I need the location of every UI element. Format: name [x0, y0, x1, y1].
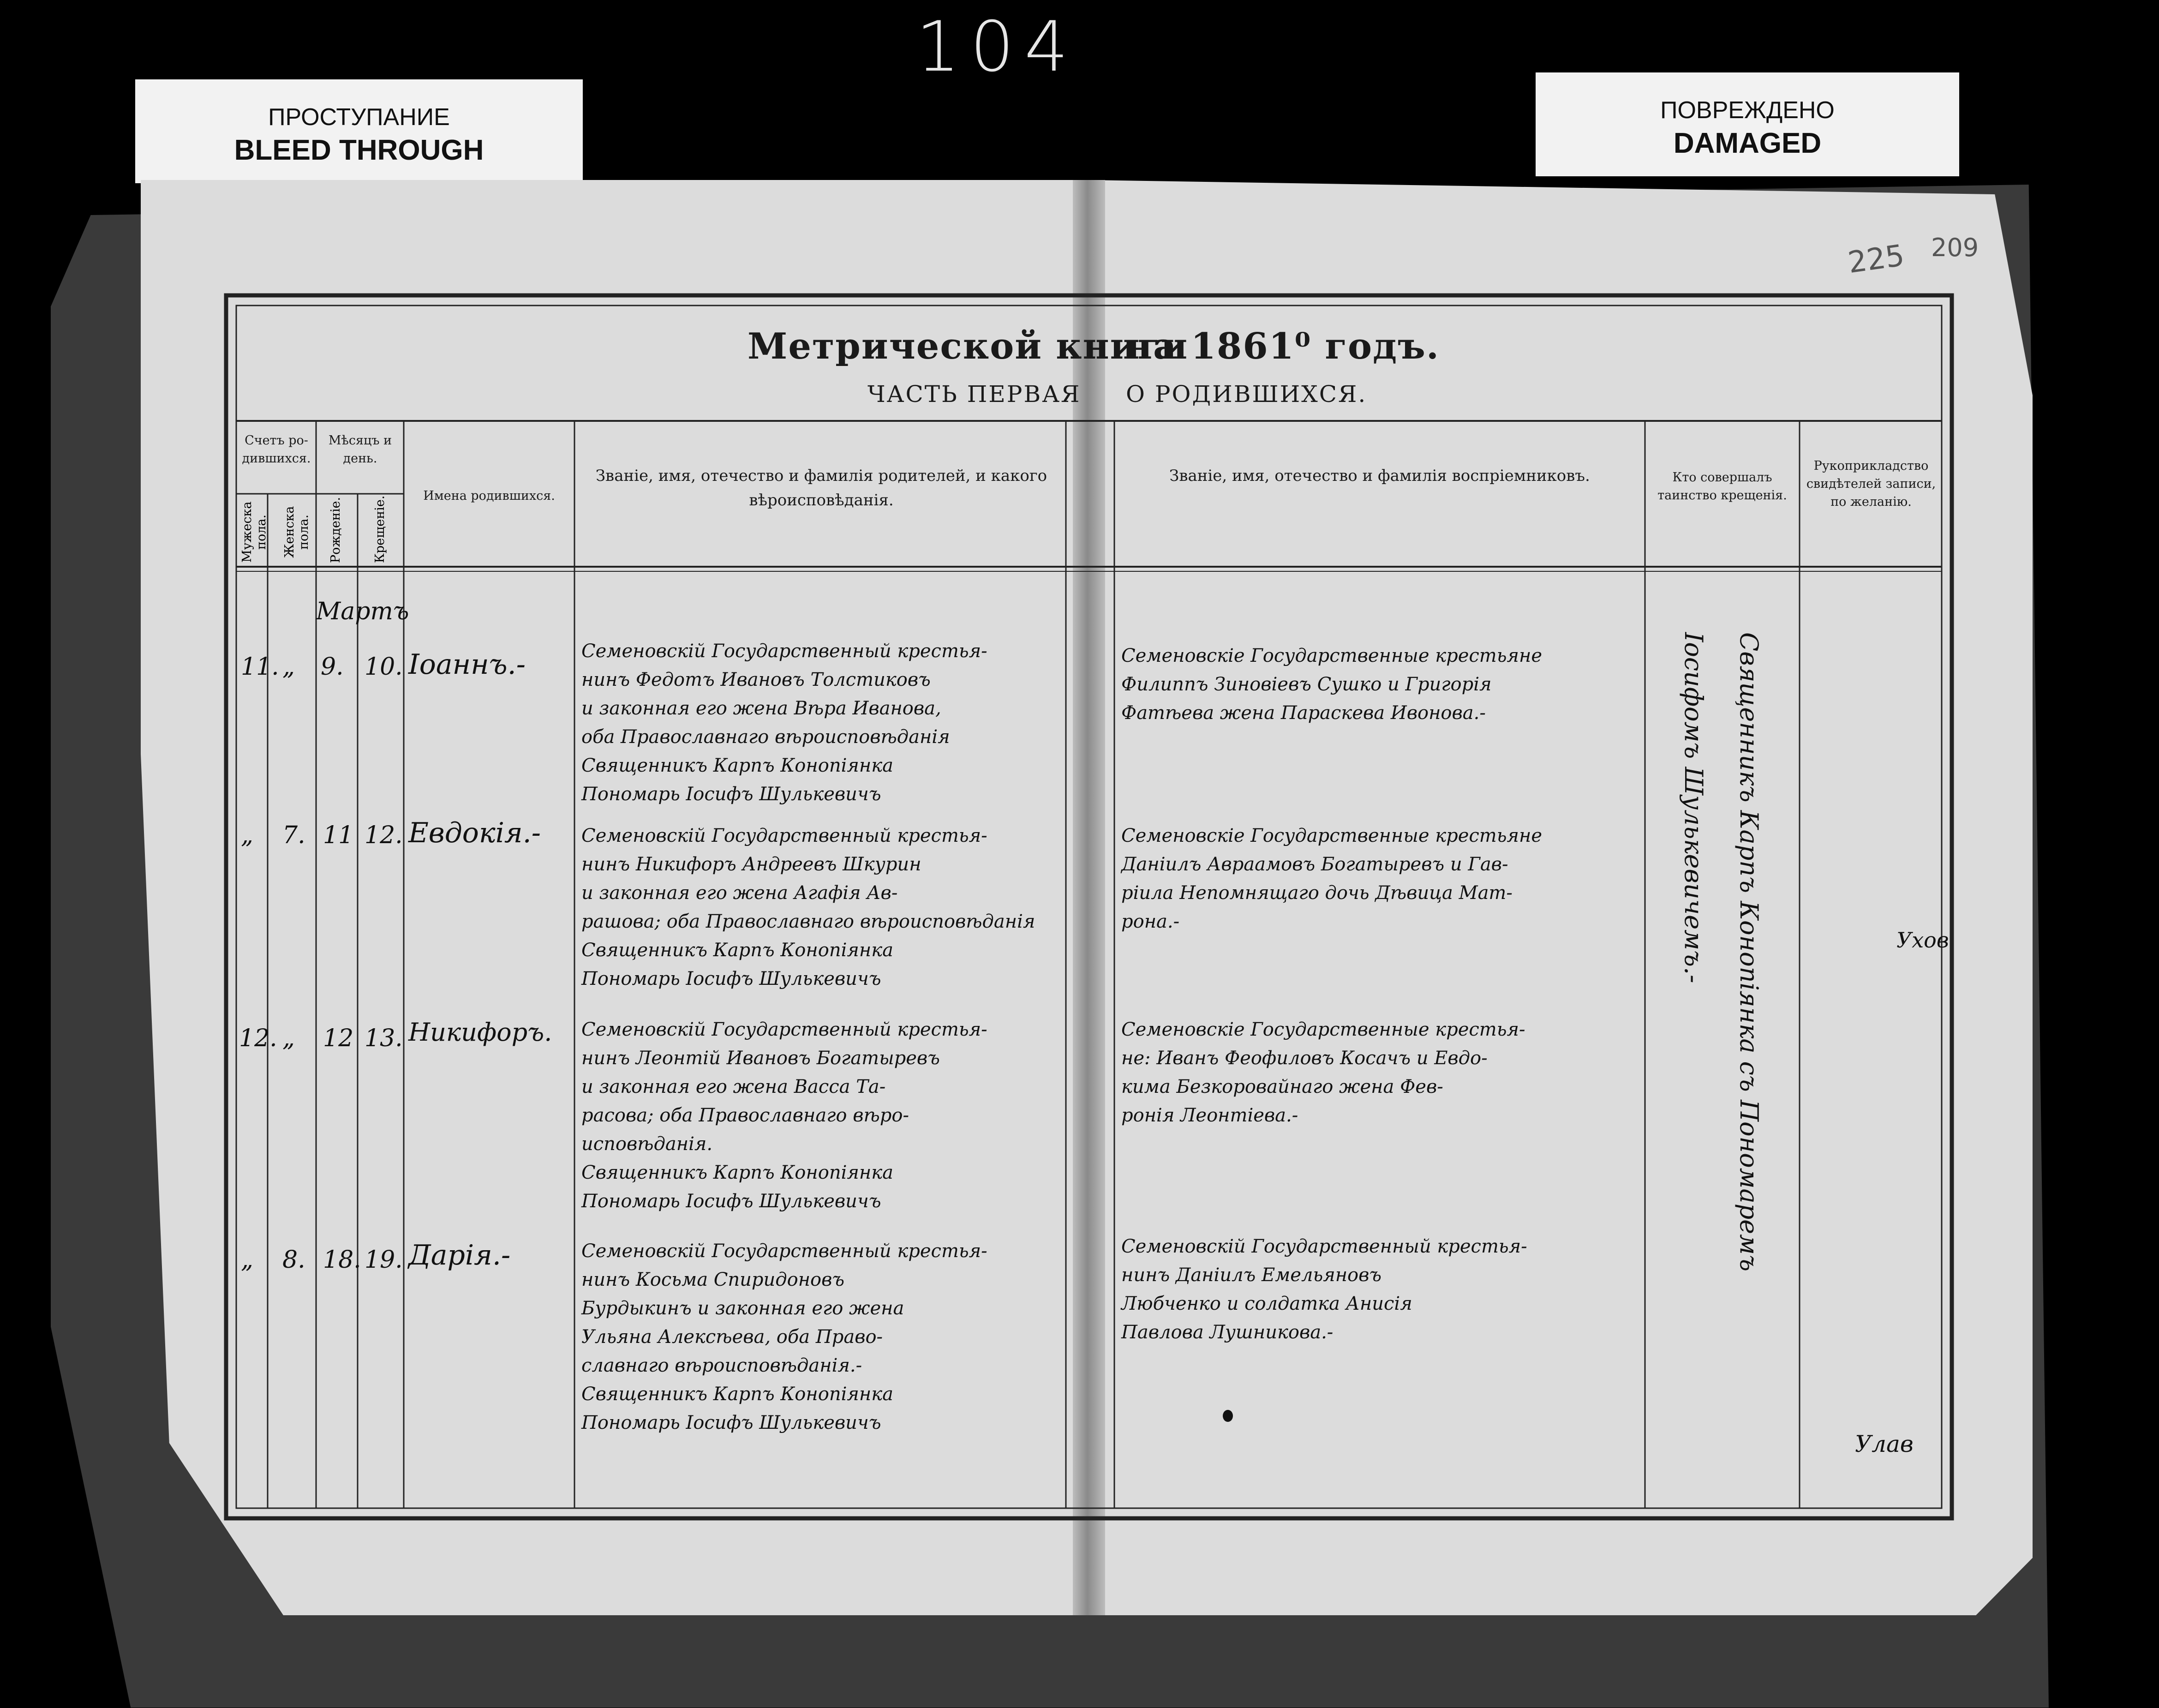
part-label-left: ЧАСТЬ ПЕРВАЯ [867, 381, 1081, 408]
entry-sexton-line: Пономарь Іосифъ Шулькевичъ [581, 968, 881, 989]
entry-child-name: Іоаннъ.- [408, 648, 526, 681]
entry-birth-day: 11 [323, 821, 354, 849]
entry-godparents-line: Любченко и солдатка Анисія [1121, 1293, 1412, 1314]
col-header-baptism: Крещеніе. [373, 495, 387, 563]
priest-vertical-line: Іосифомъ Шулькевичемъ.- [1679, 632, 1708, 983]
entry-parents-line: славнаго вѣроисповѣданія.- [581, 1355, 862, 1376]
witness-mark: Ухов [1896, 928, 1949, 953]
entry-godparents-line: Семеновскіе Государственные крестьяне [1121, 825, 1542, 846]
entry-parents [581, 1015, 1061, 1216]
col-header-witnesses: Рукоприкладство свидѣтелей записи, по желанію. [1806, 459, 1936, 509]
entry-parents [581, 1237, 1061, 1437]
entry-female-count: „ [282, 653, 295, 681]
col-header-priest: Кто совершалъ таинство крещенія. [1657, 470, 1787, 503]
title-left: Метрической книги [748, 325, 1189, 367]
entry-parents-line: нинъ Никифоръ Андреевъ Шкурин [581, 854, 921, 875]
entry-parents-line: Семеновскій Государственный крестья- [581, 825, 987, 846]
bleed-through-ru: ПРОСТУПАНИЕ [268, 104, 450, 131]
entry-priest-line: Священникъ Карпъ Конопіянка [581, 1162, 893, 1183]
entry-godparents-line: Семеновскій Государственный крестья- [1121, 1236, 1527, 1257]
entry-male-count: „ [241, 1246, 253, 1274]
damaged-en: DAMAGED [1673, 127, 1822, 159]
col-header-birth: Рожденіе. [329, 497, 343, 563]
entry-child-name: Евдокія.- [408, 817, 541, 849]
month-label: Мартъ [316, 598, 409, 625]
priest-vertical-line: Священникъ Карпъ Конопіянка съ Пономаремъ [1734, 632, 1764, 1272]
entry-parents-line: оба Православнаго вѣроисповѣданія [581, 726, 950, 748]
entry-parents-line: рашова; оба Православнаго вѣроисповѣданія [581, 911, 1035, 932]
entry-parents-line: Семеновскій Государственный крестья- [581, 1241, 987, 1262]
entry-sexton-line: Пономарь Іосифъ Шулькевичъ [581, 1412, 881, 1433]
col-header-male: Мужеска пола. [240, 501, 269, 563]
ink-blot [1223, 1410, 1233, 1422]
col-header-names: Имена родившихся. [423, 489, 555, 503]
entry-godparents-line: Фатѣева жена Параскева Ивонова.- [1121, 702, 1486, 724]
damaged-ru: ПОВРЕЖДЕНО [1660, 97, 1835, 124]
bleed-through-en: BLEED THROUGH [234, 134, 484, 166]
part-label-right: О РОДИВШИХСЯ. [1126, 381, 1367, 408]
entry-godparents-line: Даніилъ Авраамовъ Богатыревъ и Гав- [1121, 854, 1508, 875]
entry-godparents [1121, 1015, 1638, 1130]
entry-godparents-line: кима Безкоровайнаго жена Фев- [1121, 1076, 1443, 1097]
entry-godparents-line: рона.- [1121, 911, 1180, 932]
priest-vertical-note [1666, 632, 1776, 1417]
entry-parents-line: расова; оба Православнаго вѣро- [581, 1105, 909, 1126]
page-number-handwritten: 209 [1931, 233, 1979, 262]
entry-child-name: Дарія.- [408, 1239, 511, 1271]
entry-godparents-line: нинъ Даніилъ Емельяновъ [1121, 1265, 1382, 1286]
entry-godparents-line: ронія Леонтіева.- [1121, 1105, 1298, 1126]
col-header-count: Счетъ ро-дившихся. [242, 433, 311, 466]
entry-sexton-line: Пономарь Іосифъ Шулькевичъ [581, 784, 881, 805]
entry-godparents [1121, 1232, 1638, 1347]
entry-baptism-day: 12. [365, 821, 403, 849]
entry-male-count: 11. [241, 653, 279, 681]
entry-priest-line: Священникъ Карпъ Конопіянка [581, 755, 893, 776]
entry-godparents-line: Семеновскіе Государственные крестья- [1121, 1019, 1525, 1040]
entry-parents [581, 821, 1061, 993]
entry-godparents-line: Павлова Лушникова.- [1121, 1322, 1334, 1343]
entry-parents-line: и законная его жена Васса Та- [581, 1076, 886, 1097]
col-header-month-day: Мѣсяцъ и день. [328, 433, 392, 466]
frame-number: 104 [916, 7, 1079, 87]
page-number-stamp: 225 [1846, 238, 1907, 281]
entry-parents-line: нинъ Федотъ Ивановъ Толстиковъ [581, 669, 931, 690]
entry-birth-day: 12 [323, 1025, 354, 1052]
title-right: на 1861⁰ годъ. [1126, 325, 1440, 367]
entry-sexton-line: Пономарь Іосифъ Шулькевичъ [581, 1191, 881, 1212]
entry-birth-day: 18. [323, 1246, 361, 1274]
entry-male-count: „ [241, 821, 253, 849]
entry-parents-line: Семеновскій Государственный крестья- [581, 1019, 987, 1040]
entry-parents-line: нинъ Леонтій Ивановъ Богатыревъ [581, 1048, 940, 1069]
entry-godparents [1121, 821, 1638, 936]
entry-parents-line: Ульяна Алексѣева, оба Право- [581, 1326, 883, 1348]
entry-child-name: Никифоръ. [408, 1018, 552, 1047]
witness-mark: Улав [1855, 1431, 1914, 1457]
entry-godparents [1121, 641, 1638, 727]
entry-baptism-day: 10. [365, 653, 403, 681]
entry-godparents-line: Семеновскіе Государственные крестьяне [1121, 645, 1542, 666]
entry-parents-line: и законная его жена Вѣра Иванова, [581, 698, 941, 719]
entry-priest-line: Священникъ Карпъ Конопіянка [581, 940, 893, 961]
col-header-parents: Званіе, имя, отечество и фамилія родителей, и какого вѣроисповѣданія. [595, 467, 1047, 509]
entry-godparents-line: Филиппъ Зиновіевъ Сушко и Григорія [1121, 674, 1492, 695]
entry-parents-line: нинъ Косьма Спиридоновъ [581, 1269, 845, 1290]
entry-female-count: 7. [282, 821, 305, 849]
entry-female-count: „ [282, 1025, 295, 1052]
entry-male-count: 12. [239, 1025, 277, 1052]
entry-priest-line: Священникъ Карпъ Конопіянка [581, 1384, 893, 1405]
entry-baptism-day: 19. [365, 1246, 403, 1274]
entry-parents [581, 637, 1061, 809]
entry-parents-line: Семеновскій Государственный крестья- [581, 641, 987, 662]
entry-parents-line: исповѣданія. [581, 1133, 713, 1155]
entry-female-count: 8. [282, 1246, 305, 1274]
entry-birth-day: 9. [321, 653, 344, 681]
col-header-female: Женска пола. [282, 506, 311, 558]
entry-parents-line: Бурдыкинъ и законная его жена [581, 1298, 904, 1319]
col-header-godparents: Званіе, имя, отечество и фамилія воспріемниковъ. [1169, 467, 1590, 485]
entry-godparents-line: ріила Непомнящаго дочь Дѣвица Мат- [1121, 882, 1513, 904]
entry-parents-line: и законная его жена Агафія Ав- [581, 882, 898, 904]
entry-baptism-day: 13. [365, 1025, 403, 1052]
entry-godparents-line: не: Иванъ Феофиловъ Косачъ и Евдо- [1121, 1048, 1488, 1069]
